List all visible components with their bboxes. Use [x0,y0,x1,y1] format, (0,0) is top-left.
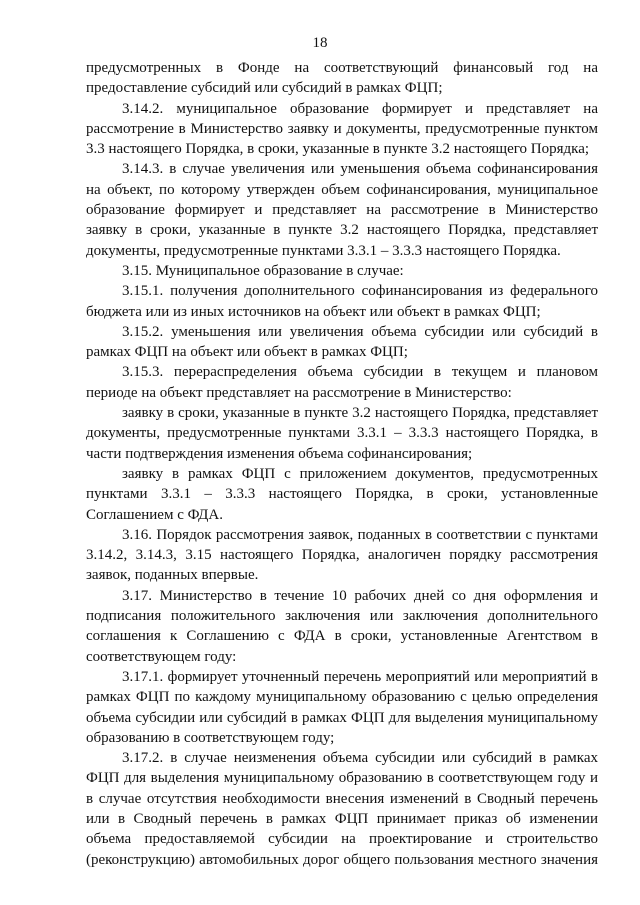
paragraph-3-16: 3.16. Порядок рассмотрения заявок, поданных в соответствии с пунктами 3.14.2, 3.14.3, 3.15 настоящего Порядка, аналогичен порядку рассмотрения заявок, поданных впервые. [86,526,598,584]
paragraph-3-17: 3.17. Министерство в течение 10 рабочих дней со дня оформления и подписания положительного заключения или заключения дополнительного соглашения к Соглашению с ФДА в сроки, установленные Агентством в соответствующем году: [86,587,598,665]
paragraph-3-17-1: 3.17.1. формирует уточненный перечень мероприятий или мероприятий в рамках ФЦП по каждому муниципальному образованию с целью определения объема субсидии или субсидий в рамках ФЦП для выделения муниципальному образованию в соответствующем году; [86,668,598,746]
paragraph-application-fcp: заявку в рамках ФЦП с приложением документов, предусмотренных пунктами 3.3.1 – 3.3.3 настоящего Порядка, в сроки, установленные Соглашением с ФДА. [86,465,598,523]
paragraph-3-15-2: 3.15.2. уменьшения или увеличения объема субсидии или субсидий в рамках ФЦП на объект или объект в рамках ФЦП; [86,323,598,361]
paragraph-3-14-3: 3.14.3. в случае увеличения или уменьшения объема софинансирования на объект, по которому утвержден объем софинансирования, муниципальное образование формирует и представляет на рассмотрение в Министерство заявку в сроки, указанные в пункте 3.2 настоящего Порядка, представляет документы, предусмотренные пунктами 3.3.1 – 3.3.3 настоящего Порядка. [86,161,598,259]
paragraph-3-14-2: 3.14.2. муниципальное образование формирует и представляет на рассмотрение в Министерство заявку и документы, предусмотренные пунктом 3.3 настоящего Порядка, в сроки, указанные в пункте 3.2 настоящего Порядка; [86,100,598,158]
paragraph-3-15-3: 3.15.3. перераспределения объема субсидии в текущем и плановом периоде на объект представляет на рассмотрение в Министерство: [86,364,598,401]
paragraph-continuation: предусмотренных в Фонде на соответствующий финансовый год на предоставление субсидий или субсидий в рамках ФЦП; [86,60,598,97]
page-number: 18 [312,35,328,51]
paragraph-3-15-1: 3.15.1. получения дополнительного софинансирования из федерального бюджета или из иных источников на объект или объект в рамках ФЦП; [86,283,598,320]
paragraph-3-17-2: 3.17.2. в случае неизменения объема субсидии или субсидий в рамках ФЦП для выделения муниципальному образованию в соответствующем году и в случае отсутствия необходимости внесения изменений в Сводный перечень или в Сводный перечень в рамках ФЦП принимает приказ об изменении объема предоставляемой субсидии на проектирование и строительство (реконструкцию) автомобильных дорог общего пользования местного значения [86,750,598,868]
paragraph-3-15: 3.15. Муниципальное образование в случае: [122,262,404,279]
paragraph-application-dates: заявку в сроки, указанные в пункте 3.2 настоящего Порядка, представляет документы, предусмотренные пунктами 3.3.1 – 3.3.3 настоящего Порядка, в части подтверждения изменения объема софинансирования; [86,405,598,462]
document-body [86,58,598,870]
